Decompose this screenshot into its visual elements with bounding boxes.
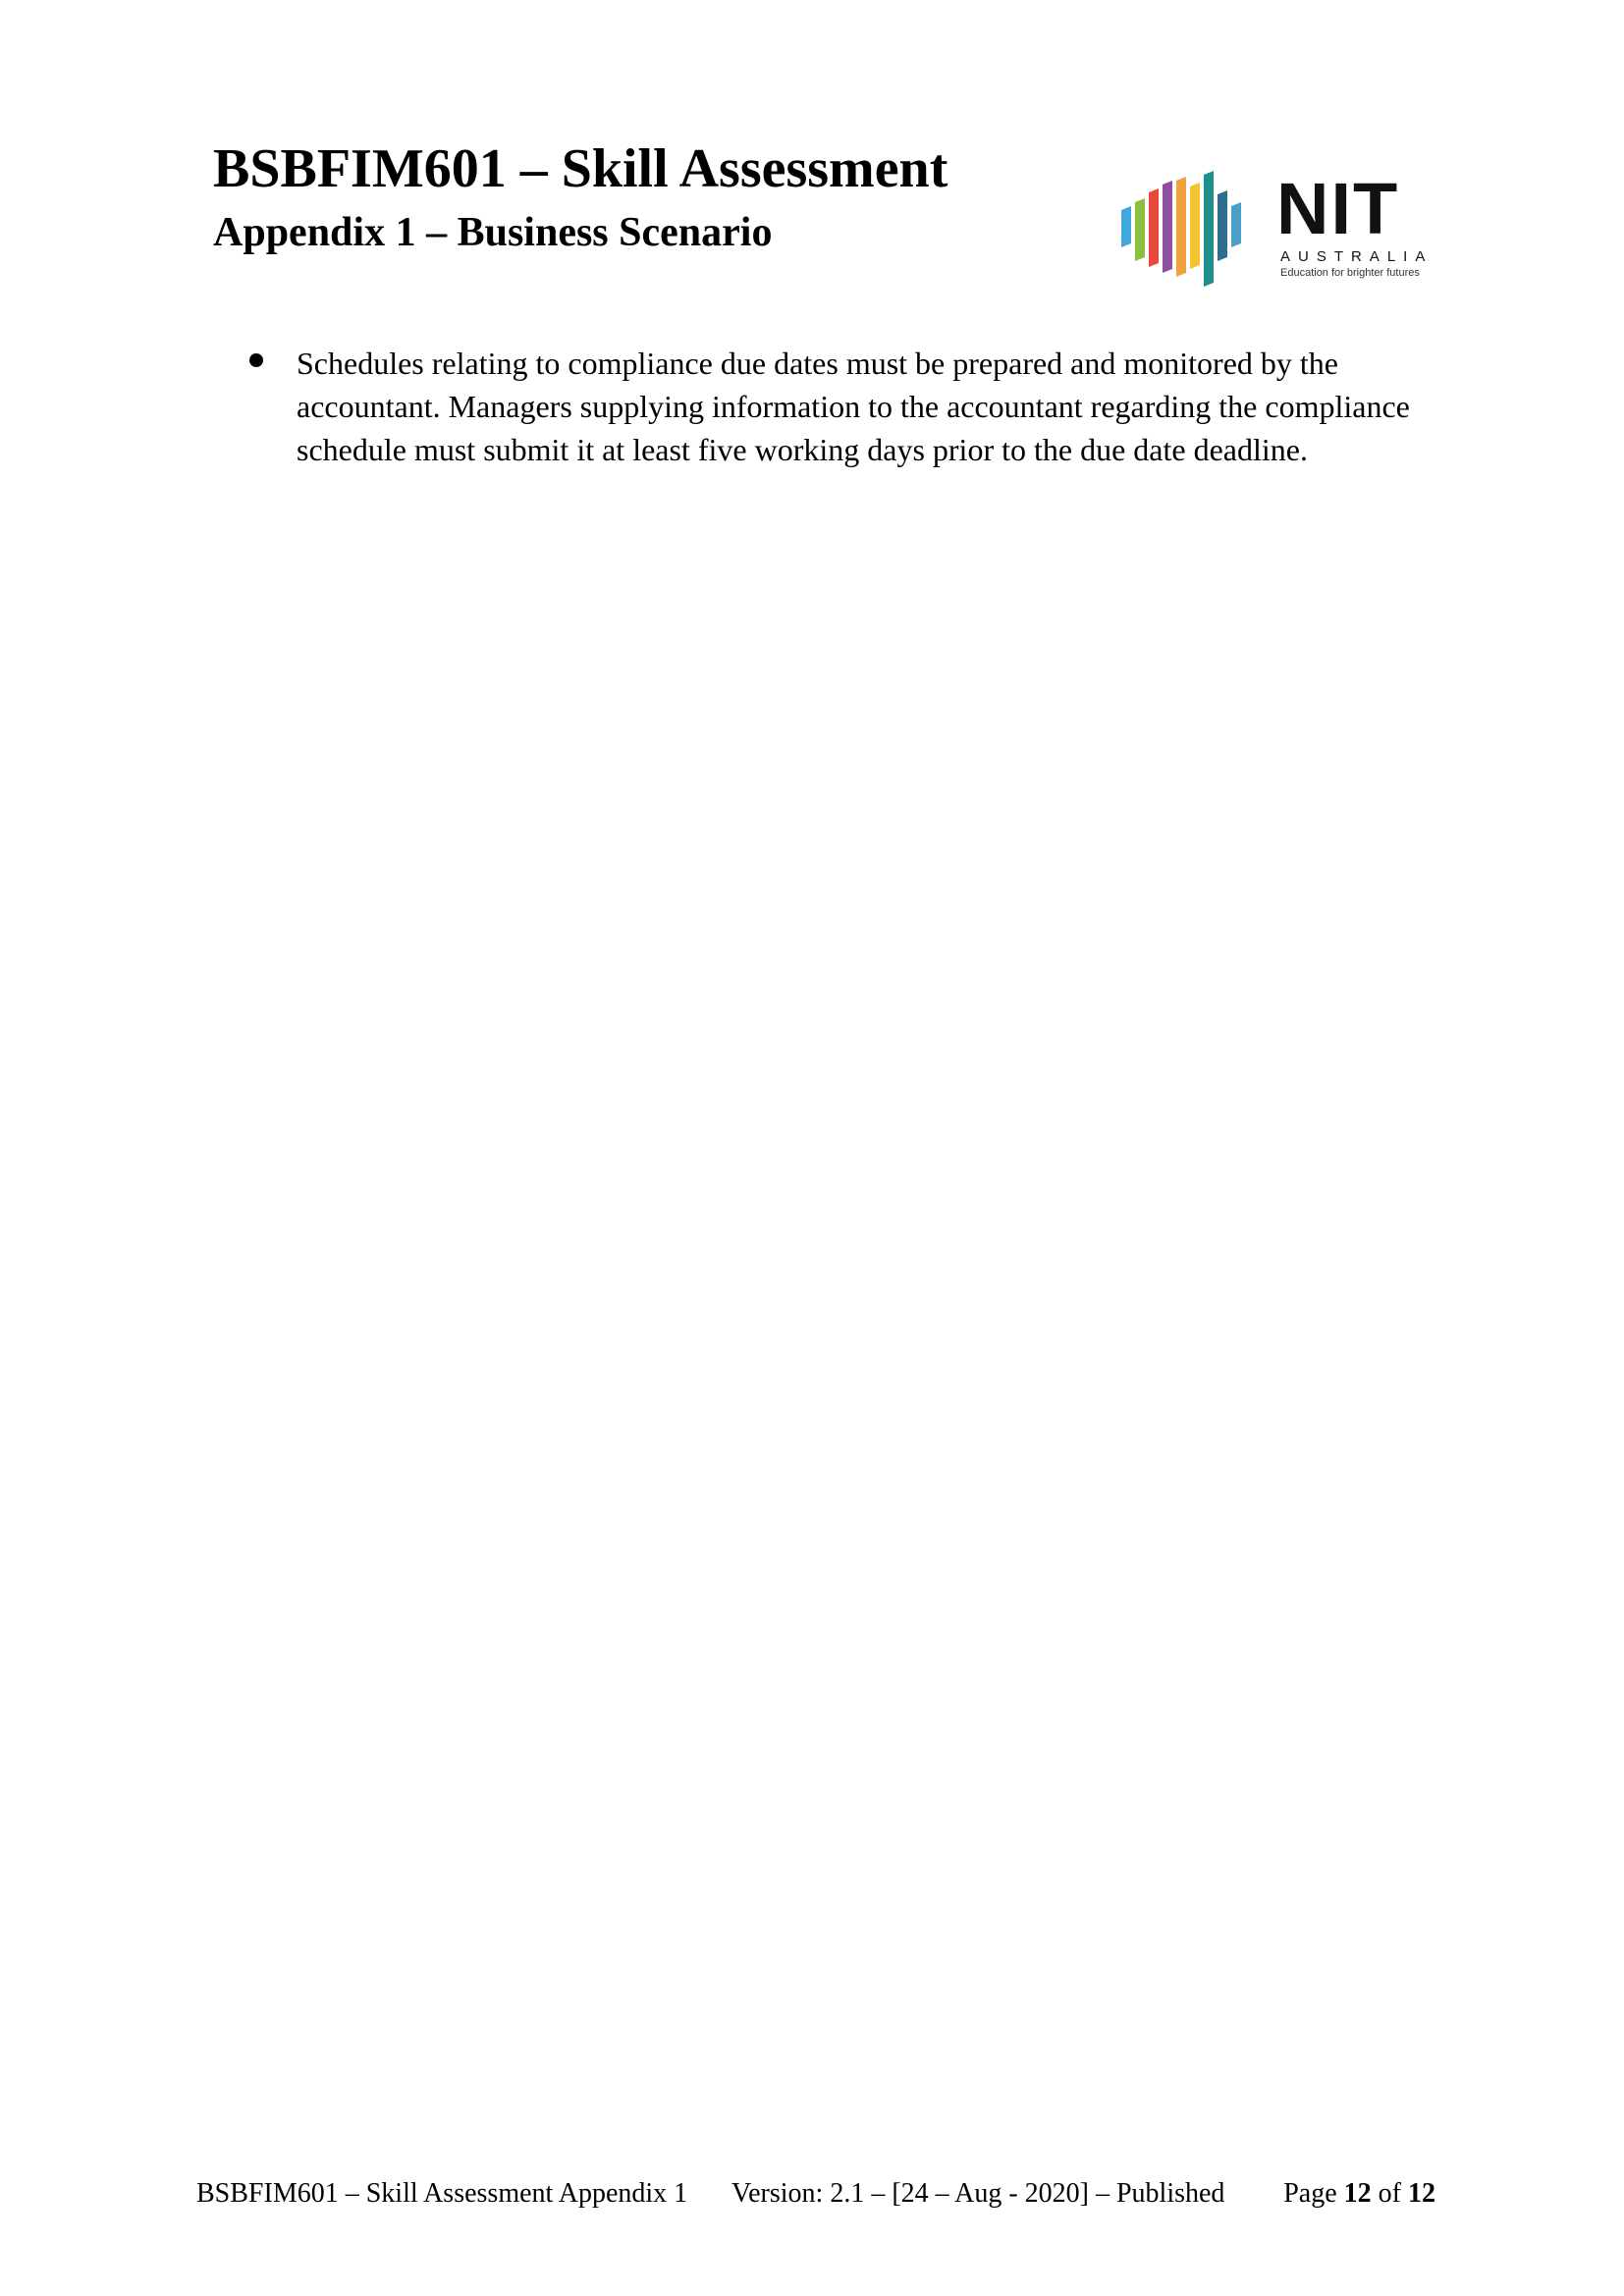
logo-bar bbox=[1204, 171, 1214, 287]
document-title: BSBFIM601 – Skill Assessment bbox=[213, 138, 948, 199]
logo-bar bbox=[1135, 198, 1145, 261]
bullet-list bbox=[236, 342, 1414, 471]
logo-country: AUSTRALIA bbox=[1280, 248, 1434, 265]
logo-bar bbox=[1121, 206, 1131, 247]
footer-page-current: 12 bbox=[1343, 2178, 1372, 2209]
list-item bbox=[236, 342, 1414, 471]
list-item-text: Schedules relating to compliance due dates must be prepared and monitored by the accountant. Managers supplying information to the accountant regarding the compliance schedule must submit it at least five working days prior to the due date deadline. bbox=[297, 346, 1410, 467]
footer-version: Version: 2.1 – [24 – Aug - 2020] – Published bbox=[731, 2178, 1225, 2209]
logo-bar bbox=[1218, 190, 1227, 261]
footer-of-word: of bbox=[1378, 2178, 1401, 2209]
logo-bars-icon bbox=[1117, 163, 1265, 289]
document-subtitle: Appendix 1 – Business Scenario bbox=[213, 210, 773, 255]
nit-australia-logo bbox=[1117, 163, 1432, 289]
footer-page-word: Page bbox=[1283, 2178, 1337, 2209]
logo-bar bbox=[1231, 202, 1241, 247]
logo-bar bbox=[1163, 181, 1172, 273]
footer-document-name: BSBFIM601 – Skill Assessment Appendix 1 bbox=[196, 2178, 688, 2209]
logo-bar bbox=[1176, 177, 1186, 277]
footer-page-total: 12 bbox=[1408, 2178, 1435, 2209]
logo-wordmark: NIT bbox=[1276, 168, 1400, 249]
logo-bar bbox=[1149, 188, 1159, 267]
bullet-icon bbox=[249, 353, 263, 367]
logo-tagline: Education for brighter futures bbox=[1280, 267, 1420, 279]
footer-page-number bbox=[1283, 2177, 1435, 2211]
logo-bar bbox=[1190, 183, 1200, 269]
